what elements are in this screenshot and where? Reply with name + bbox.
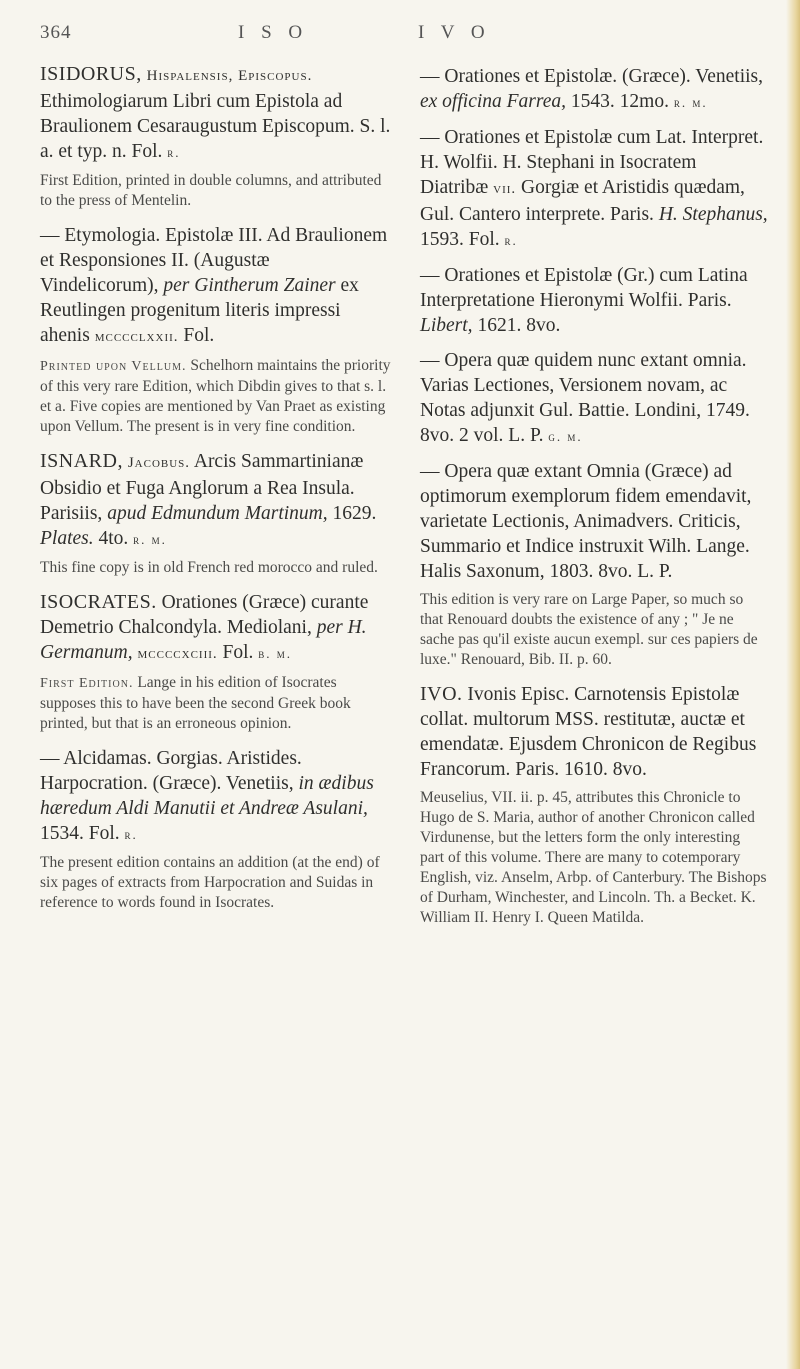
entry-etymologia [40,223,392,350]
entry-alcidamas [40,746,392,847]
entry-printer: in ædibus hæredum Aldi Manutii et Andreæ Asulani, [40,773,374,819]
entry-note: This fine copy is in old French red morocco and ruled. [40,559,378,576]
location-mark: b. m. [258,646,293,661]
entry-format: Fol. [88,823,120,844]
location-mark: r. m. [673,95,708,110]
entry-orationes-1621 [420,263,768,338]
entry-heading: ISNARD, [40,450,123,472]
entry-body: — Etymologia. Epistolæ III. Ad Braulionem et Responsiones II. (Augustæ Vindelicorum), [40,225,388,296]
entry-year: 1621. [477,315,522,336]
entry-format: 12mo. [619,91,669,112]
entry-extra: Plates. [40,528,94,549]
note-lead: Printed upon Vellum. [40,359,187,374]
entry-format: Fol. [222,642,254,663]
entry-date: mcccclxxii. [94,329,179,345]
entry-note: The present edition contains an addition (at the end) of six pages of extracts from Harpocration and Suidas in reference to words found in Isocrates. [40,854,380,911]
entry-format: Fol. [183,325,215,346]
entry-printer: ex officina Farrea, [420,91,567,112]
entry-isnard [40,449,392,552]
entry-opera-1749 [420,348,768,449]
location-mark: r. [167,145,181,160]
entry-note [40,673,392,734]
entry-heading: IVO. [420,683,463,705]
entry-orationes-1543 [420,64,768,115]
entry-year: 1629. [332,503,377,524]
entry-body: Arcis Sammartinianæ Obsidio et Fuga Anglorum a Rea Insula. Parisiis, [40,451,364,524]
entry-printer: per H. Germanum, [40,617,367,663]
left-column [40,62,392,925]
entry-body-rest: Gorgiæ et Aristidis quædam, Gul. Cantero interprete. Paris. [420,177,745,225]
entry-body: — Alcidamas. Gorgias. Aristides. Harpocration. (Græce). Venetiis, [40,748,302,794]
entry-date: vii. [493,181,517,197]
entry-body: — Orationes et Epistolæ cum Lat. Interpret. H. Wolfii. H. Stephani in Isocratem Diatribæ [420,127,764,198]
note-lead: First Edition. [40,676,134,691]
entry-year: 1543. [570,91,615,112]
entry-opera-1803 [420,459,768,584]
page-number: 364 [40,22,72,43]
entry-printer: per Gintherum Zainer [163,275,336,296]
entry-body: — Opera quæ extant Omnia (Græce) ad optimorum exemplorum fidem emendavit, varietate Lectionis, Animadvers. Criticis, Summario et Indice instruxit Wilh. Lange. Halis Saxonum, 1803. 8vo. L. P. [420,461,752,582]
entry-body: — Orationes et Epistolæ (Gr.) cum Latina Interpretatione Hieronymi Wolfii. Paris. [420,265,748,311]
left-running-head: I S O [238,22,309,43]
location-mark: r. [504,233,518,248]
entry-note: First Edition, printed in double columns, and attributed to the press of Mentelin. [40,172,382,209]
entry-body: Orationes (Græce) curante Demetrio Chalcondyla. Mediolani, [40,592,369,638]
entry-body: — Orationes et Epistolæ. (Græce). Venetiis, [420,66,763,87]
entry-orationes-1593 [420,125,768,253]
note-text: Lange in his edition of Isocrates supposes this to have been the second Greek book printed, but that is an erroneous opinion. [40,674,351,732]
entry-body: — Opera quæ quidem nunc extant omnia. Varias Lectiones, Versionem novam, ac Notas adjunxit Gul. Battie. Londini, 1749. 8vo. 2 vol. L. P. [420,350,750,446]
entry-note: This edition is very rare on Large Paper, so much so that Renouard doubts the existence of any ; " Je ne sache pas qu'il existe aucun exempl. sur ces papiers de luxe." Renouard, Bib. II. p. 60. [420,591,758,668]
entry-ivo [420,682,768,782]
location-mark: r. [124,827,138,842]
entry-printer: H. Stephanus, [658,204,768,225]
entry-body: Ivonis Episc. Carnotensis Epistolæ collat. multorum MSS. restitutæ, auctæ et emendatæ. Ejusdem Chronicon de Regibus Francorum. Paris. 1610. 8vo. [420,684,757,780]
entry-author-role: Hispalensis, Episcopus. [146,68,313,84]
entry-year: 1593. [420,229,464,250]
entry-printer: Libert, [420,315,473,336]
right-column [420,62,768,940]
entry-isidorus [40,62,392,165]
note-text: Schelhorn maintains the priority of this very rare Edition, which Dibdin gives to that s. l. et a. Five copies are mentioned by Van Praet as existing upon Vellum. The present is in very fine condition. [40,357,391,435]
entry-author-role: Jacobus. [127,455,191,471]
entry-body: Ethimologiarum Libri cum Epistola ad Braulionem Cesaraugustum Episcopum. S. l. a. et typ. n. Fol. [40,91,391,162]
entry-printer: apud Edmundum Martinum, [107,503,328,524]
entry-note: Meuselius, VII. ii. p. 45, attributes this Chronicle to Hugo de S. Maria, author of another Chronicon called Virdunense, but the letters form the only interesting part of this volume. There are many to cotemporary English, viz. Anselm, Arbp. of Canterbury. The Bishops of Durham, Winchester, and Lincoln. Th. a Becket. K. William II. Henry I. Queen Matilda. [420,789,767,926]
entry-isocrates [40,590,392,667]
entry-format: Fol. [468,229,500,250]
entry-year: 1534. [40,823,84,844]
right-running-head: I V O [418,22,491,43]
entry-date: mccccxciii. [137,646,218,662]
entry-note [40,356,392,437]
entry-format: 4to. [98,528,129,549]
entry-heading: ISIDORUS, [40,63,142,85]
entry-format: 8vo. [526,315,561,336]
location-mark: g. m. [548,429,583,444]
entry-heading: ISOCRATES. [40,591,157,613]
entry-body-rest: ex Reutlingen progenitum literis impressi ahenis [40,275,359,346]
location-mark: r. m. [133,532,167,547]
